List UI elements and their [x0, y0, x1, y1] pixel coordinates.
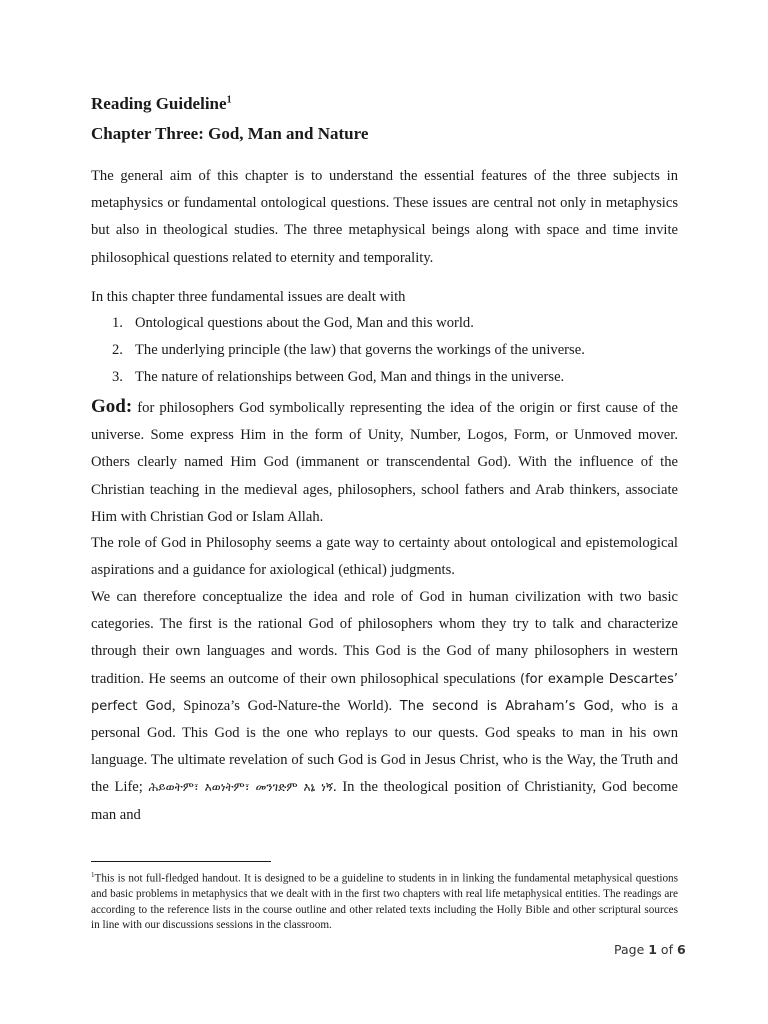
footnote-reference[interactable]: 1: [226, 94, 232, 106]
god-lead-term: God:: [91, 396, 133, 417]
concept-paragraph: We can therefore conceptualize the idea and role of God in human civilization with two basic categories. The first is the rational God of philosophers whom they try to talk and characterize through their own languages and words. This God is the God of many philosophers in western tradition. He seems an outcome of their own philosophical speculations (for example Descartes’ perfect God, Spinoza’s God-Nature-the World). The second is Abraham’s God, who is a personal God. This God is the one who replays to our quests. God speaks to man in his own language. The ultimate revelation of such God is God in Jesus Christ, who is the Way, the Truth and the Life; ሕይወትም፣ እወነትም፣ መንገድም እኔ ነኝ. In the theological position of Christianity, God become man and: [91, 589, 678, 823]
amharic-quote: ሕይወትም፣ እወነትም፣ መንገድም እኔ ነኝ: [148, 780, 334, 795]
document-title: Reading Guideline$^1$: [91, 94, 232, 113]
issues-list: [112, 310, 585, 392]
issues-intro: In this chapter three fundamental issues are dealt with: [91, 289, 406, 305]
footnote-mark: 1: [91, 871, 95, 879]
intro-paragraph: The general aim of this chapter is to understand the essential features of the three subjects in metaphysics or fundamental ontological questions. These issues are central not only in metaphysics but also in theological studies. The three metaphysical beings along with space and time invite philosophical questions related to eternity and temporality.: [91, 168, 678, 266]
footnote-divider: [91, 861, 271, 862]
list-item: 1. Ontological questions about the God, Man and this world.: [112, 315, 474, 331]
page-number: Page 1 of 6: [614, 942, 686, 957]
list-item: 3. The nature of relationships between God, Man and things in the universe.: [112, 369, 565, 386]
chapter-title: Chapter Three: God, Man and Nature: [91, 124, 369, 143]
list-item: 2. The underlying principle (the law) that governs the workings of the universe.: [112, 342, 585, 359]
role-paragraph: The role of God in Philosophy seems a gate way to certainty about ontological and epistemological aspirations and a guidance for axiological (ethical) judgments.: [91, 535, 678, 579]
footnote: $^1$This is not full-fledged handout. It is designed to be a guideline to students in in linking the fundamental metaphysical questions and basic problems in metaphysics that we dealt with in the first two chapters with real life metaphysical entities. The readings are according to the reference lists in the course outline and other related texts including the Holly Bible and other scriptural sources in line with our discussions sessions in the classroom.: [91, 871, 678, 932]
god-paragraph: God: for philosophers God symbolically representing the idea of the origin or first cause of the universe. Some express Him in the form of Unity, Number, Logos, Form, or Unmoved mover. Others clearly named Him God (immanent or transcendental God). With the influence of the Christian teaching in the medieval ages, philosophers, school fathers and Arab thinkers, associate Him with Christian God or Islam Allah.: [91, 396, 678, 525]
